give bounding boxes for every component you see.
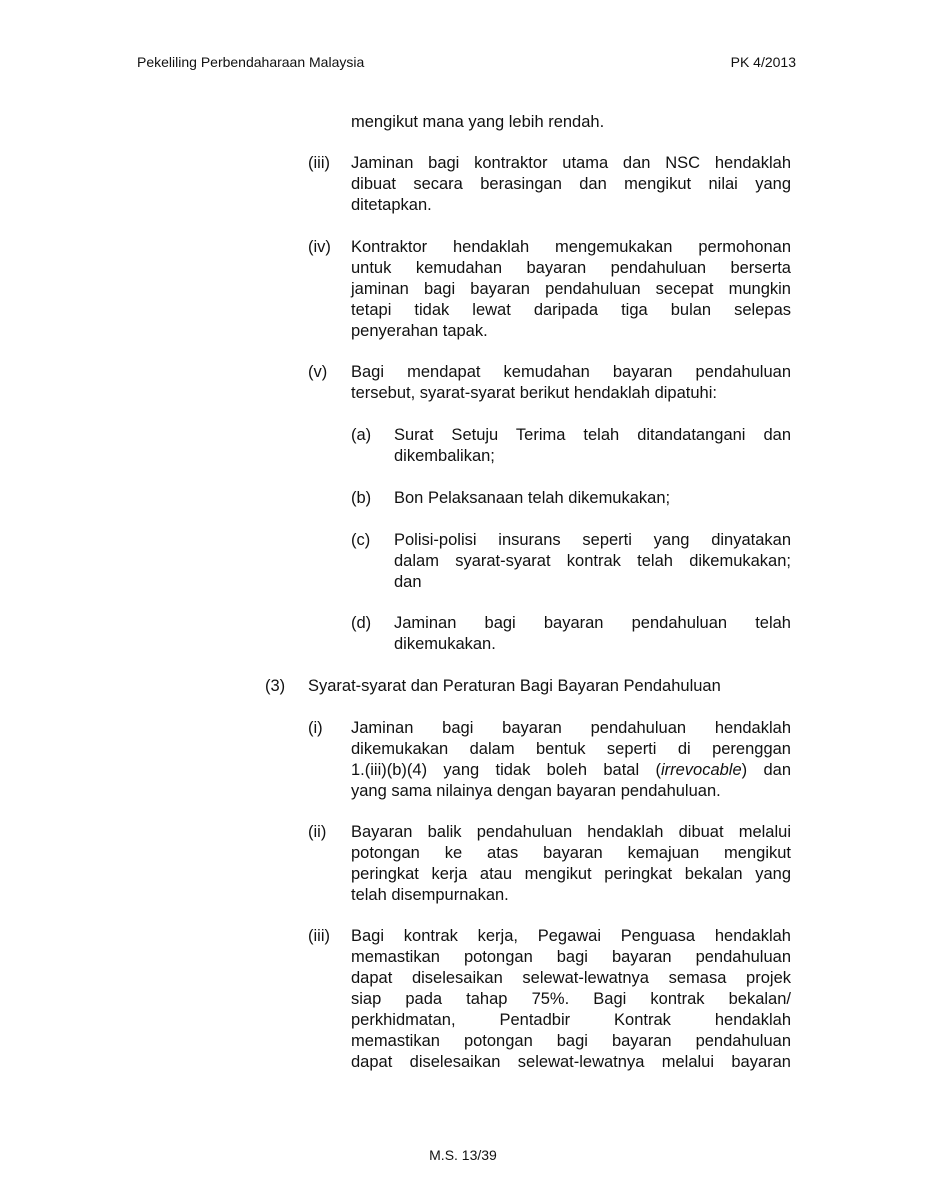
subitem-letter: (b) bbox=[351, 489, 372, 507]
subitem-text: Surat Setuju Terima telah ditandatangani dan dikembalikan; bbox=[394, 426, 791, 465]
subitem-letter: (c) bbox=[351, 531, 371, 549]
list-item-text: Kontraktor hendaklah mengemukakan permohonan untuk kemudahan bayaran pendahuluan berserta jaminan bagi bayaran pendahuluan secepat mungkin tetapi tidak lewat daripada tiga bulan selepas penyerahan tapak. bbox=[351, 238, 791, 340]
italic-term: irrevocable bbox=[660, 761, 742, 779]
list-item-text: Bagi mendapat kemudahan bayaran pendahuluan tersebut, syarat-syarat berikut hendaklah dipatuhi: bbox=[351, 363, 791, 402]
item-number: (iv) bbox=[308, 238, 331, 256]
list-item-text: Bayaran balik pendahuluan hendaklah dibuat melalui potongan ke atas bayaran kemajuan mengikut peringkat kerja atau mengikut peringkat bekalan yang telah disempurnakan. bbox=[351, 823, 791, 904]
item-number: (i) bbox=[308, 719, 323, 737]
page-number: M.S. 13/39 bbox=[429, 1147, 497, 1163]
item-number: (iii) bbox=[308, 154, 330, 172]
list-item-text: Jaminan bagi bayaran pendahuluan hendaklah dikemukakan dalam bentuk seperti di perenggan 1.(iii)(b)(4) yang tidak boleh batal (irrevocable) dan yang sama nilainya dengan bayaran pendahuluan. bbox=[351, 719, 791, 800]
item-number: (iii) bbox=[308, 927, 330, 945]
subitem-letter: (d) bbox=[351, 614, 372, 632]
list-item-text: Bagi kontrak kerja, Pegawai Penguasa hendaklah memastikan potongan bagi bayaran pendahuluan dapat diselesaikan selewat-lewatnya semasa projek siap pada tahap 75%. Bagi kontrak bekalan/ perkhidmatan, Pentadbir Kontrak hendaklah memastikan potongan bagi bayaran pendahuluan dapat diselesaikan selewat-lewatnya melalui bayaran bbox=[351, 927, 791, 1071]
list-item-text: Jaminan bagi kontraktor utama dan NSC hendaklah dibuat secara berasingan dan mengikut nilai yang ditetapkan. bbox=[351, 154, 791, 214]
irrevocable-line: 1.(iii)(b)(4) yang tidak boleh batal (irrevocable) dan bbox=[351, 761, 791, 779]
header-document-number: PK 4/2013 bbox=[730, 54, 796, 70]
item-number: (v) bbox=[308, 363, 328, 381]
section-heading: Syarat-syarat dan Peraturan Bagi Bayaran Pendahuluan bbox=[308, 677, 721, 695]
section-number: (3) bbox=[265, 677, 286, 695]
continued-paragraph: mengikut mana yang lebih rendah. bbox=[351, 113, 605, 131]
header-title: Pekeliling Perbendaharaan Malaysia bbox=[137, 54, 365, 70]
subitem-text: Jaminan bagi bayaran pendahuluan telah dikemukakan. bbox=[394, 614, 791, 653]
subitem-text: Bon Pelaksanaan telah dikemukakan; bbox=[394, 489, 671, 507]
item-number: (ii) bbox=[308, 823, 327, 841]
subitem-letter: (a) bbox=[351, 426, 372, 444]
subitem-text: Polisi-polisi insurans seperti yang dinyatakan dalam syarat-syarat kontrak telah dikemukakan; dan bbox=[394, 531, 791, 591]
